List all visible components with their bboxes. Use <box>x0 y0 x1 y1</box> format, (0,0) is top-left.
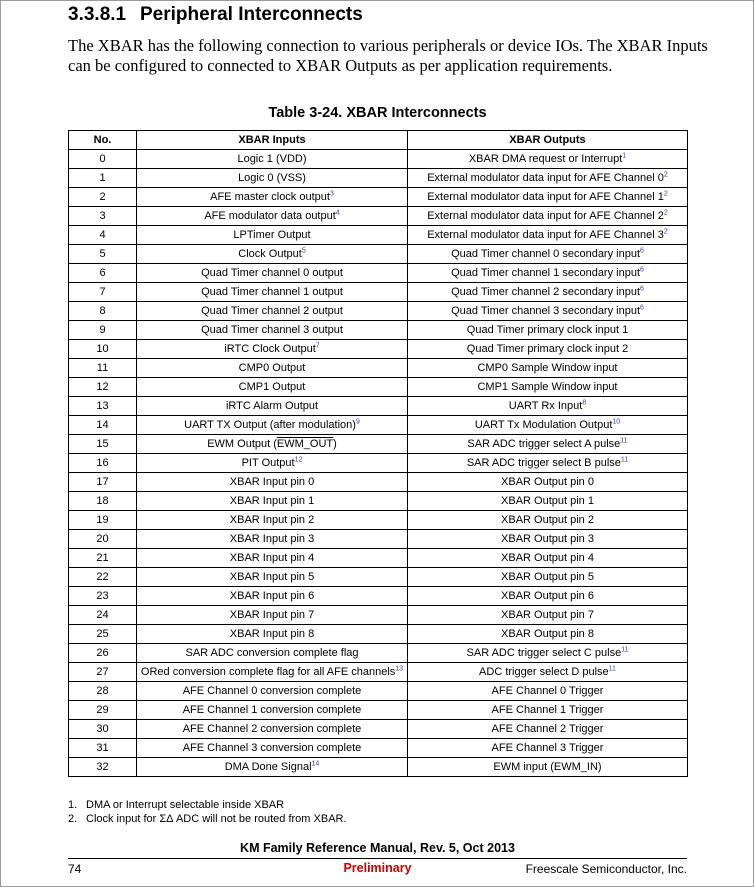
xbar-input-text: AFE modulator data output <box>204 210 336 222</box>
table-row <box>69 416 688 435</box>
xbar-input-text: AFE Channel 3 conversion complete <box>182 742 362 754</box>
xbar-input-text: XBAR Input pin 4 <box>229 552 315 564</box>
xbar-input-cell <box>137 454 408 473</box>
xbar-output-cell <box>408 321 688 340</box>
xbar-output-cell <box>408 226 688 245</box>
footnote-ref: 12 <box>294 456 303 464</box>
footnote-ref: 3 <box>329 190 334 198</box>
xbar-output-cell <box>408 454 688 473</box>
section-number: 3.3.8.1 <box>68 4 127 25</box>
xbar-output-cell <box>408 150 688 169</box>
xbar-output-cell <box>408 739 688 758</box>
footnote-text: DMA or Interrupt selectable inside XBAR <box>86 799 285 811</box>
row-number: 15 <box>69 435 137 454</box>
xbar-output-cell <box>408 568 688 587</box>
vendor-name: Freescale Semiconductor, Inc. <box>525 862 687 876</box>
xbar-output-cell <box>408 511 688 530</box>
xbar-output-cell <box>408 587 688 606</box>
xbar-output-text: AFE Channel 3 Trigger <box>491 742 604 754</box>
xbar-input-cell <box>137 188 408 207</box>
xbar-input-text: Quad Timer channel 2 output <box>201 305 343 317</box>
footnote-ref: 2 <box>663 209 668 217</box>
table-row <box>69 302 688 321</box>
xbar-output-text: External modulator data input for AFE Channel 0 <box>427 172 664 184</box>
row-number: 2 <box>69 188 137 207</box>
footnote-text: Clock input for ΣΔ ADC will not be routed from XBAR. <box>86 813 347 825</box>
xbar-output-cell <box>408 625 688 644</box>
table-row <box>69 682 688 701</box>
footnote-ref: 11 <box>620 456 629 464</box>
row-number: 31 <box>69 739 137 758</box>
section-title: Peripheral Interconnects <box>140 4 363 25</box>
xbar-input-cell <box>137 663 408 682</box>
xbar-output-cell <box>408 416 688 435</box>
row-number: 11 <box>69 359 137 378</box>
xbar-input-cell <box>137 416 408 435</box>
xbar-input-text: EWM Output ( <box>207 438 277 450</box>
xbar-output-text: XBAR Output pin 7 <box>501 609 594 621</box>
xbar-output-cell <box>408 682 688 701</box>
row-number: 19 <box>69 511 137 530</box>
footnote-ref: 2 <box>663 228 668 236</box>
xbar-input-text: XBAR Input pin 5 <box>229 571 315 583</box>
xbar-input-text: iRTC Clock Output <box>224 343 316 355</box>
xbar-output-cell <box>408 188 688 207</box>
table-row <box>69 568 688 587</box>
xbar-output-text: XBAR Output pin 1 <box>501 495 594 507</box>
xbar-input-text: iRTC Alarm Output <box>225 400 319 412</box>
table-row <box>69 492 688 511</box>
header-no: No. <box>69 131 137 150</box>
row-number: 28 <box>69 682 137 701</box>
xbar-input-text: XBAR Input pin 1 <box>229 495 315 507</box>
xbar-output-text: External modulator data input for AFE Channel 3 <box>427 229 664 241</box>
footnote-ref: 6 <box>640 247 644 255</box>
xbar-input-cell <box>137 207 408 226</box>
xbar-output-text: UART Rx Input <box>508 400 583 412</box>
footnote <box>68 812 347 826</box>
xbar-output-cell <box>408 359 688 378</box>
xbar-output-text: XBAR Output pin 0 <box>501 476 594 488</box>
xbar-input-cell <box>137 492 408 511</box>
xbar-output-cell <box>408 264 688 283</box>
xbar-input-text: PIT Output <box>241 457 295 469</box>
table-row <box>69 473 688 492</box>
xbar-output-text: External modulator data input for AFE Channel 1 <box>427 191 664 203</box>
table-row <box>69 340 688 359</box>
xbar-output-cell <box>408 473 688 492</box>
xbar-interconnects-table <box>68 130 688 777</box>
table-row <box>69 435 688 454</box>
xbar-output-cell <box>408 492 688 511</box>
row-number: 21 <box>69 549 137 568</box>
xbar-input-text: XBAR Input pin 0 <box>229 476 315 488</box>
xbar-output-cell <box>408 720 688 739</box>
xbar-input-text: XBAR Input pin 3 <box>229 533 315 545</box>
footnote-ref: 2 <box>663 171 668 179</box>
xbar-output-cell <box>408 207 688 226</box>
table-row <box>69 625 688 644</box>
row-number: 10 <box>69 340 137 359</box>
xbar-output-cell <box>408 283 688 302</box>
xbar-output-cell <box>408 340 688 359</box>
xbar-output-text: XBAR DMA request or Interrupt <box>468 153 623 165</box>
table-row <box>69 226 688 245</box>
footnote-ref: 7 <box>315 342 320 350</box>
xbar-input-text: XBAR Input pin 6 <box>229 590 315 602</box>
table-row <box>69 530 688 549</box>
xbar-input-cell <box>137 625 408 644</box>
table-row <box>69 549 688 568</box>
row-number: 16 <box>69 454 137 473</box>
xbar-input-cell <box>137 682 408 701</box>
xbar-input-text: AFE master clock output <box>210 191 330 203</box>
xbar-input-cell <box>137 150 408 169</box>
row-number: 7 <box>69 283 137 302</box>
table-row <box>69 739 688 758</box>
xbar-output-text: XBAR Output pin 8 <box>501 628 594 640</box>
row-number: 17 <box>69 473 137 492</box>
xbar-output-text: SAR ADC trigger select B pulse <box>466 457 621 469</box>
xbar-input-cell <box>137 606 408 625</box>
row-number: 12 <box>69 378 137 397</box>
xbar-input-text: XBAR Input pin 8 <box>229 628 315 640</box>
xbar-output-cell <box>408 245 688 264</box>
row-number: 32 <box>69 758 137 777</box>
table-row <box>69 245 688 264</box>
footnote-ref: 10 <box>612 418 621 426</box>
xbar-input-text: LPTimer Output <box>233 229 311 241</box>
xbar-input-cell <box>137 568 408 587</box>
footnotes <box>68 798 347 826</box>
xbar-input-text: Logic 0 (VSS) <box>238 172 306 184</box>
xbar-input-text: CMP0 Output <box>238 362 306 374</box>
header-inputs: XBAR Inputs <box>137 131 408 150</box>
row-number: 22 <box>69 568 137 587</box>
table-row <box>69 169 688 188</box>
table-row <box>69 378 688 397</box>
xbar-input-text: Quad Timer channel 3 output <box>201 324 343 336</box>
xbar-output-cell <box>408 758 688 777</box>
xbar-input-cell <box>137 720 408 739</box>
xbar-input-cell <box>137 245 408 264</box>
table-header-row <box>69 131 688 150</box>
xbar-output-text: XBAR Output pin 3 <box>501 533 594 545</box>
xbar-input-text: AFE Channel 0 conversion complete <box>182 685 362 697</box>
table-row <box>69 606 688 625</box>
xbar-output-text: Quad Timer primary clock input 1 <box>466 324 629 336</box>
row-number: 9 <box>69 321 137 340</box>
xbar-input-text: XBAR Input pin 2 <box>229 514 315 526</box>
table-row <box>69 359 688 378</box>
xbar-output-text: SAR ADC trigger select C pulse <box>466 647 622 659</box>
table-row <box>69 720 688 739</box>
table-row <box>69 644 688 663</box>
footnote-ref: 6 <box>640 304 644 312</box>
table-row <box>69 207 688 226</box>
xbar-input-text: CMP1 Output <box>238 381 306 393</box>
page-number: 74 <box>68 862 82 876</box>
xbar-input-tail: ) <box>333 438 337 450</box>
xbar-output-text: AFE Channel 0 Trigger <box>491 685 604 697</box>
xbar-input-text: Logic 1 (VDD) <box>237 153 307 165</box>
xbar-input-cell <box>137 530 408 549</box>
xbar-input-text: ORed conversion complete flag for all AFE channels <box>140 666 396 678</box>
overlined-signal: EWM_OUT <box>276 438 334 450</box>
xbar-input-text: Quad Timer channel 1 output <box>201 286 343 298</box>
xbar-input-cell <box>137 511 408 530</box>
footer-rule <box>68 858 687 859</box>
xbar-output-text: External modulator data input for AFE Channel 2 <box>427 210 664 222</box>
xbar-output-cell <box>408 435 688 454</box>
row-number: 20 <box>69 530 137 549</box>
xbar-input-cell <box>137 739 408 758</box>
xbar-output-text: XBAR Output pin 5 <box>501 571 594 583</box>
footnote-ref: 1 <box>622 152 627 160</box>
footnote-ref: 14 <box>311 760 320 768</box>
table-row <box>69 758 688 777</box>
footnote-ref: 6 <box>640 266 644 274</box>
header-outputs: XBAR Outputs <box>408 131 688 150</box>
footnote-ref: 8 <box>582 399 587 407</box>
xbar-output-text: Quad Timer channel 2 secondary input <box>451 286 641 298</box>
table-row <box>69 283 688 302</box>
footnote-ref: 11 <box>608 665 616 673</box>
xbar-input-cell <box>137 587 408 606</box>
table-row <box>69 701 688 720</box>
xbar-input-text: Clock Output <box>238 248 302 260</box>
xbar-output-text: XBAR Output pin 2 <box>501 514 594 526</box>
xbar-output-text: EWM input (EWM_IN) <box>493 761 602 773</box>
footnote-ref: 13 <box>395 665 404 673</box>
xbar-output-cell <box>408 530 688 549</box>
xbar-output-text: ADC trigger select D pulse <box>479 666 609 678</box>
xbar-output-text: Quad Timer primary clock input 2 <box>466 343 629 355</box>
row-number: 4 <box>69 226 137 245</box>
xbar-output-text: AFE Channel 1 Trigger <box>491 704 604 716</box>
xbar-input-cell <box>137 473 408 492</box>
xbar-output-text: Quad Timer channel 0 secondary input <box>451 248 641 260</box>
row-number: 1 <box>69 169 137 188</box>
row-number: 14 <box>69 416 137 435</box>
xbar-input-cell <box>137 169 408 188</box>
row-number: 3 <box>69 207 137 226</box>
footnote-number: 2. <box>68 813 78 825</box>
xbar-output-cell <box>408 701 688 720</box>
xbar-input-cell <box>137 321 408 340</box>
footnote-ref: 5 <box>301 247 306 255</box>
xbar-output-text: XBAR Output pin 4 <box>501 552 594 564</box>
row-number: 5 <box>69 245 137 264</box>
xbar-output-cell <box>408 549 688 568</box>
row-number: 29 <box>69 701 137 720</box>
xbar-input-text: AFE Channel 2 conversion complete <box>182 723 362 735</box>
intro-paragraph: The XBAR has the following connection to various peripherals or device IOs. The XBAR Inputs can be configured to connected to XBAR Outputs as per application requirements. <box>68 36 708 75</box>
footnote-ref: 9 <box>355 418 360 426</box>
xbar-output-cell <box>408 169 688 188</box>
xbar-output-cell <box>408 644 688 663</box>
xbar-input-cell <box>137 549 408 568</box>
xbar-output-text: SAR ADC trigger select A pulse <box>467 438 621 450</box>
xbar-output-text: XBAR Output pin 6 <box>501 590 594 602</box>
table-row <box>69 397 688 416</box>
xbar-output-cell <box>408 397 688 416</box>
table-row <box>69 188 688 207</box>
xbar-input-cell <box>137 226 408 245</box>
xbar-input-cell <box>137 758 408 777</box>
row-number: 26 <box>69 644 137 663</box>
xbar-output-text: Quad Timer channel 3 secondary input <box>451 305 641 317</box>
row-number: 18 <box>69 492 137 511</box>
row-number: 13 <box>69 397 137 416</box>
table-row <box>69 663 688 682</box>
preliminary-label: Preliminary <box>343 861 412 875</box>
table-row <box>69 150 688 169</box>
xbar-input-text: Quad Timer channel 0 output <box>201 267 343 279</box>
xbar-input-text: AFE Channel 1 conversion complete <box>182 704 362 716</box>
xbar-output-cell <box>408 378 688 397</box>
xbar-input-cell <box>137 340 408 359</box>
xbar-input-cell <box>137 378 408 397</box>
xbar-input-text: DMA Done Signal <box>224 761 312 773</box>
xbar-output-cell <box>408 663 688 682</box>
table-row <box>69 454 688 473</box>
footnote <box>68 798 347 812</box>
xbar-input-text: XBAR Input pin 7 <box>229 609 315 621</box>
table-title: Table 3-24. XBAR Interconnects <box>268 105 487 121</box>
xbar-output-text: Quad Timer channel 1 secondary input <box>451 267 641 279</box>
row-number: 23 <box>69 587 137 606</box>
xbar-input-text: UART TX Output (after modulation) <box>184 419 356 431</box>
table-row <box>69 587 688 606</box>
footer-title: KM Family Reference Manual, Rev. 5, Oct 2013 <box>240 841 515 855</box>
xbar-output-cell <box>408 606 688 625</box>
xbar-output-text: UART Tx Modulation Output <box>474 419 613 431</box>
row-number: 6 <box>69 264 137 283</box>
section-heading <box>68 4 363 26</box>
table-row <box>69 321 688 340</box>
footnote-ref: 4 <box>335 209 340 217</box>
xbar-output-text: CMP0 Sample Window input <box>477 362 618 374</box>
footnote-ref: 6 <box>640 285 644 293</box>
xbar-input-cell <box>137 302 408 321</box>
footnote-ref: 11 <box>620 437 628 445</box>
xbar-output-text: AFE Channel 2 Trigger <box>491 723 604 735</box>
xbar-input-cell <box>137 359 408 378</box>
footnote-ref: 2 <box>663 190 668 198</box>
footnote-ref: 11 <box>621 646 629 654</box>
xbar-input-cell <box>137 435 408 454</box>
xbar-input-cell <box>137 397 408 416</box>
row-number: 30 <box>69 720 137 739</box>
xbar-output-cell <box>408 302 688 321</box>
xbar-input-text: SAR ADC conversion complete flag <box>185 647 359 659</box>
footnote-number: 1. <box>68 799 78 811</box>
table-row <box>69 264 688 283</box>
row-number: 24 <box>69 606 137 625</box>
xbar-input-cell <box>137 264 408 283</box>
xbar-input-cell <box>137 644 408 663</box>
xbar-input-cell <box>137 283 408 302</box>
table-row <box>69 511 688 530</box>
row-number: 27 <box>69 663 137 682</box>
row-number: 0 <box>69 150 137 169</box>
xbar-input-cell <box>137 701 408 720</box>
row-number: 8 <box>69 302 137 321</box>
xbar-output-text: CMP1 Sample Window input <box>477 381 618 393</box>
row-number: 25 <box>69 625 137 644</box>
